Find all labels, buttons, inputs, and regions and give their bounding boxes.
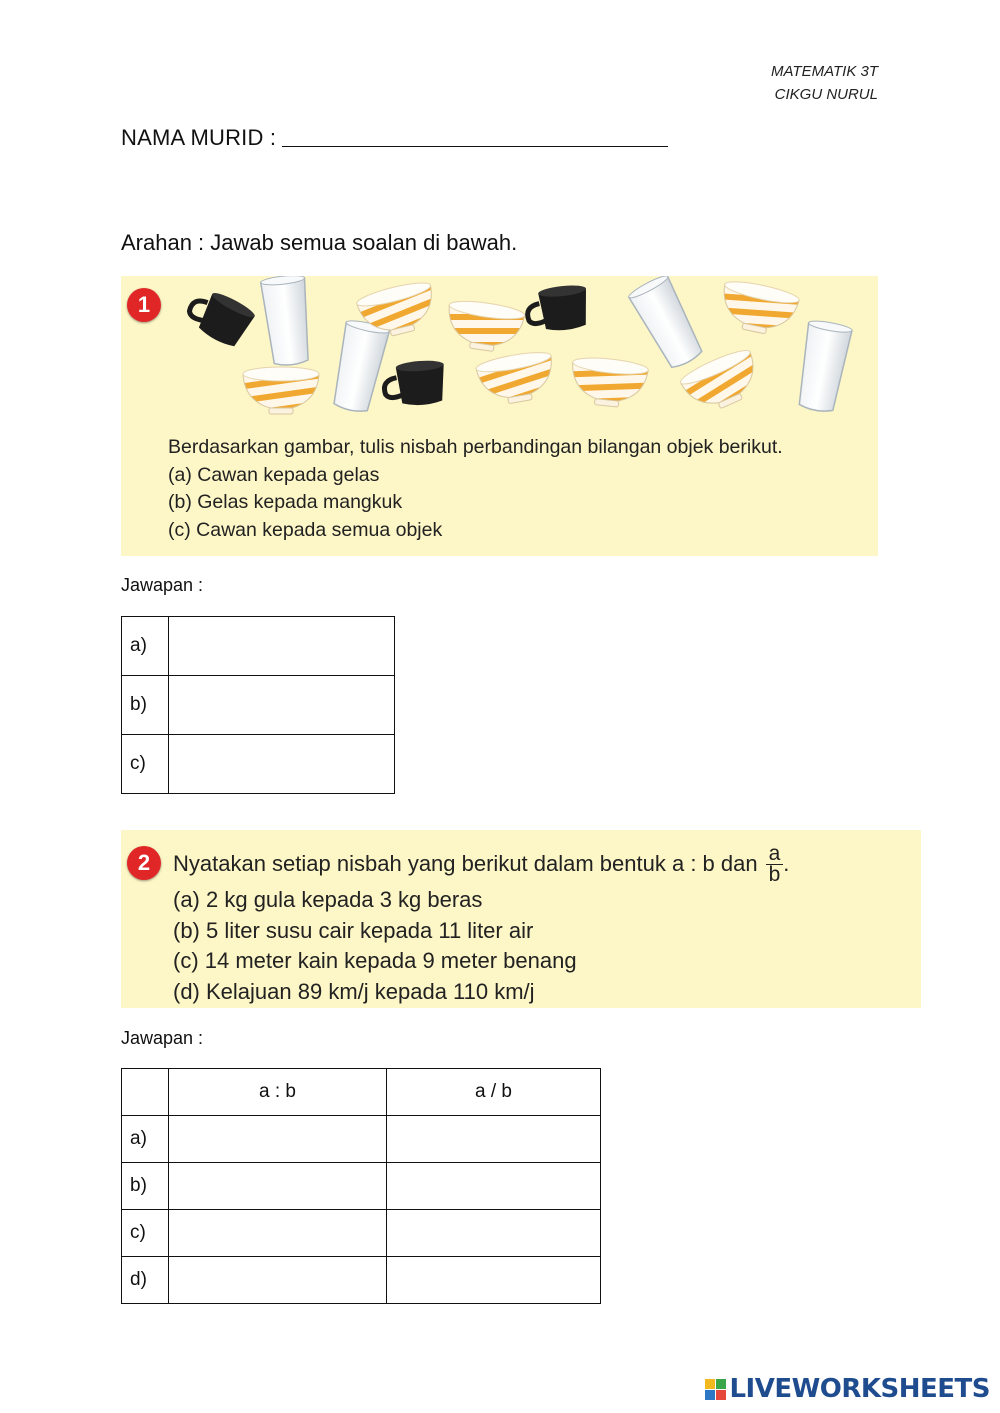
instruction-text: Arahan : Jawab semua soalan di bawah. [121, 230, 518, 255]
table-row [122, 735, 395, 794]
fraction-period: . [783, 851, 790, 877]
bowl-icon [444, 298, 526, 355]
question-2-part-d: (d) Kelajuan 89 km/j kepada 110 km/j [173, 978, 535, 1004]
row-label: a) [122, 1116, 169, 1163]
fraction-answer-cell[interactable] [387, 1210, 601, 1257]
student-name-row [121, 124, 668, 151]
corner-cell [122, 1069, 169, 1116]
logo-grid-icon [705, 1379, 726, 1400]
bowl-icon [716, 278, 800, 340]
question-1-text [168, 434, 783, 544]
header-info [771, 60, 878, 106]
row-label: b) [122, 676, 169, 735]
subject-label: MATEMATIK 3T [771, 63, 878, 80]
brand-name: LIVEWORKSHEETS [729, 1374, 990, 1404]
fraction-answer-cell[interactable] [387, 1163, 601, 1210]
ratio-answer-cell[interactable] [169, 1210, 387, 1257]
answer-2-label: Jawapan : [121, 1028, 204, 1048]
table-row [122, 1116, 601, 1163]
table-row [122, 1210, 601, 1257]
question-1-part-b: (b) Gelas kepada mangkuk [168, 491, 403, 513]
liveworksheets-logo [705, 1374, 990, 1404]
ratio-answer-cell[interactable] [169, 1163, 387, 1210]
answer-1-label: Jawapan : [121, 575, 204, 595]
row-label: c) [122, 735, 169, 794]
question-2-stem [173, 844, 789, 885]
bowl-icon [568, 355, 648, 410]
question-1-prompt: Berdasarkan gambar, tulis nisbah perbandingan bilangan objek berikut. [168, 436, 783, 458]
answer-2-table [121, 1068, 601, 1304]
question-2-part-b: (b) 5 liter susu cair kepada 11 liter air [173, 917, 534, 943]
fraction-numerator: a [766, 844, 784, 865]
fraction-answer-cell[interactable] [387, 1116, 601, 1163]
answer-cell[interactable] [169, 735, 395, 794]
cup-icon [183, 283, 257, 350]
row-label: b) [122, 1163, 169, 1210]
fraction-answer-cell[interactable] [387, 1257, 601, 1304]
glass-icon [627, 276, 708, 372]
question-1-part-a: (a) Cawan kepada gelas [168, 463, 380, 486]
glass-icon [794, 319, 853, 414]
question-1-part-c: (c) Cawan kepada semua objek [168, 518, 443, 541]
table-row [122, 1257, 601, 1304]
question-2-panel [121, 830, 921, 1008]
column-header-ratio: a : b [169, 1069, 387, 1116]
question-2-prompt: Nyatakan setiap nisbah yang berikut dalam bentuk a : b dan [173, 851, 758, 877]
glass-icon [260, 276, 313, 367]
ratio-answer-cell[interactable] [169, 1257, 387, 1304]
row-label: a) [122, 617, 169, 676]
student-name-label: NAMA MURID : [121, 125, 277, 150]
question-2-part-c: (c) 14 meter kain kepada 9 meter benang [173, 948, 577, 973]
row-label: d) [122, 1257, 169, 1304]
table-row [122, 617, 395, 676]
cup-icon [383, 359, 447, 407]
question-2-badge: 2 [127, 846, 161, 880]
teacher-label: CIKGU NURUL [774, 86, 878, 103]
bowl-icon [243, 367, 319, 414]
fraction [766, 844, 784, 885]
question-2-part-a: (a) 2 kg gula kepada 3 kg beras [173, 887, 483, 912]
glass-icon [329, 318, 391, 414]
answer-cell[interactable] [169, 676, 395, 735]
column-header-fraction: a / b [387, 1069, 601, 1116]
objects-illustration [121, 276, 878, 426]
bowl-icon [475, 349, 558, 408]
table-row [122, 676, 395, 735]
student-name-blank[interactable] [282, 124, 668, 147]
question-1-panel [121, 276, 878, 556]
question-2-text [173, 844, 789, 1007]
row-label: c) [122, 1210, 169, 1257]
cup-icon [525, 284, 590, 334]
fraction-denominator: b [768, 863, 781, 886]
table-header-row [122, 1069, 601, 1116]
answer-1-table [121, 616, 395, 794]
question-1-badge: 1 [127, 288, 161, 322]
table-row [122, 1163, 601, 1210]
answer-cell[interactable] [169, 617, 395, 676]
ratio-answer-cell[interactable] [169, 1116, 387, 1163]
